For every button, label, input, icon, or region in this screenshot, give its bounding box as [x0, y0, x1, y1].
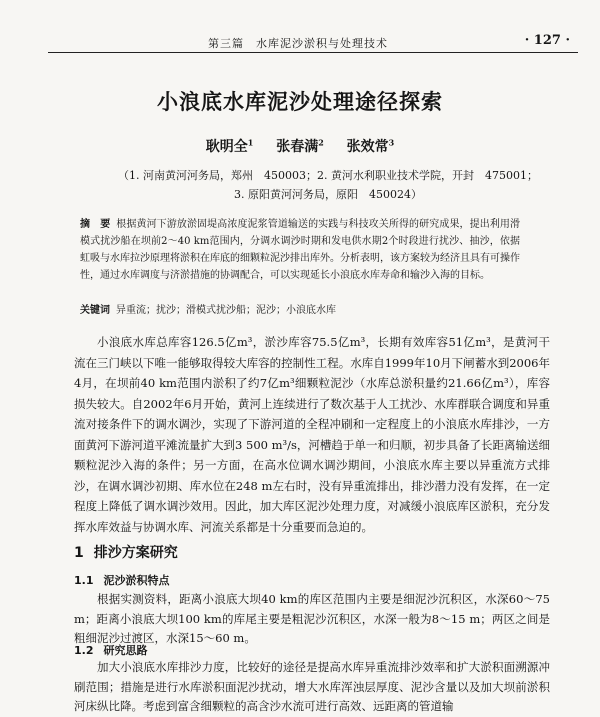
page-number: · 127 · — [524, 33, 570, 48]
running-header — [48, 32, 578, 52]
keywords — [80, 302, 520, 319]
subsection-paragraph: 加大小浪底水库排沙力度，比较好的途径是提高水库异重流排沙效率和扩大淤积面溯源冲刷范围；措施是进行水库淤积面泥沙扰动，增大水库浑浊层厚度、泥沙含量以及加大坝前淤积河床纵比降。考虑到富含细颗粒的高含沙水流可进行高效、远距离的管道输 — [74, 660, 550, 713]
author-list — [0, 136, 600, 156]
running-header-title: 第三篇 水库泥沙淤积与处理技术 — [208, 37, 388, 50]
abstract-text: 根据黄河下游放淤固堤高浓度泥浆管道输送的实践与科技攻关所得的研究成果，提出利用滑模式扰沙船在坝前2～40 km范围内，分调水调沙时期和发电供水期2个时段进行扰沙、抽沙，依据虹吸与水库拉沙原理将淤积在库底的细颗粒泥沙排出库外。分析表明，该方案较为经济且具有可操作性，通过水库调度与济淤措施的协调配合，可以实现延长小浪底水库寿命和输沙入海的目标。 — [80, 219, 521, 281]
subsection-number: 1.1 — [74, 574, 94, 587]
author-name: 张春满 — [276, 139, 319, 155]
section-heading — [74, 542, 178, 562]
subsection-title: 泥沙淤积特点 — [103, 574, 170, 587]
header-rule — [48, 52, 578, 53]
author-name: 张效常 — [346, 139, 389, 155]
author-name: 耿明全 — [205, 139, 248, 155]
author-affiliation-mark: 1 — [247, 137, 254, 148]
section-number: 1 — [74, 545, 84, 561]
keywords-label: 关键词 — [80, 305, 110, 316]
abstract-label: 摘 要 — [80, 219, 111, 230]
subsection-number: 1.2 — [74, 644, 94, 657]
abstract — [80, 216, 520, 284]
author-affiliation-mark: 3 — [388, 137, 395, 148]
author-affiliation-mark: 2 — [318, 137, 324, 148]
keywords-text: 异重流；扰沙；滑模式扰沙船；泥沙；小浪底水库 — [116, 305, 336, 316]
intro-paragraph: 小浪底水库总库容126.5亿m³，淤沙库容75.5亿m³，长期有效库容51亿m³，是黄河干流在三门峡以下唯一能够取得较大库容的控制性工程。水库自1999年10月下闸蓄水到2006年4月，在坝前40 km范围内淤积了约7亿m³细颗粒泥沙（水库总淤积量约21.66亿m³），库容损失较大。自2002年6月开始，黄河上连续进行了数次基于人工扰沙、水库群联合调度和异重流对接条件下的调水调沙，实现了下游河道的全程冲刷和一定程度上的小浪底水库排沙，一方面黄河下游河道平滩流量扩大到3 500 m³/s，河槽趋于单一和归顺，初步具备了长距离输送细颗粒泥沙入海的条件；另一方面，在高水位调水调沙期间，小浪底水库主要以异重流方式排沙，在调水调沙初期、库水位在248 m左右时，没有异重流排出，排沙潜力没有发挥，在一定程度上降低了调水调沙效用。因此，加大库区泥沙处理力度，对减缓小浪底库区淤积，充分发挥水库效益与协调水库、河流关系都是十分重要而急迫的。 — [74, 335, 550, 534]
subsection-title: 研究思路 — [103, 644, 148, 657]
section-title: 排沙方案研究 — [93, 545, 178, 561]
subsection-paragraph: 根据实测资料，距离小浪底大坝40 km的库区范围内主要是细泥沙沉积区，水深60～75 m；距离小浪底大坝100 km的库尾主要是粗泥沙沉积区，水深一般为8～15 m；两区之间是粗细泥沙过渡区，水深15～60 m。 — [74, 592, 550, 645]
subsection-heading — [74, 572, 170, 588]
affiliations: （1. 河南黄河河务局，郑州 450003；2. 黄河水利职业技术学院，开封 475001；3. 原阳黄河河务局，原阳 450024） — [118, 169, 538, 201]
subsection-heading — [74, 642, 148, 658]
paper-title: 小浪底水库泥沙处理途径探索 — [157, 90, 443, 114]
